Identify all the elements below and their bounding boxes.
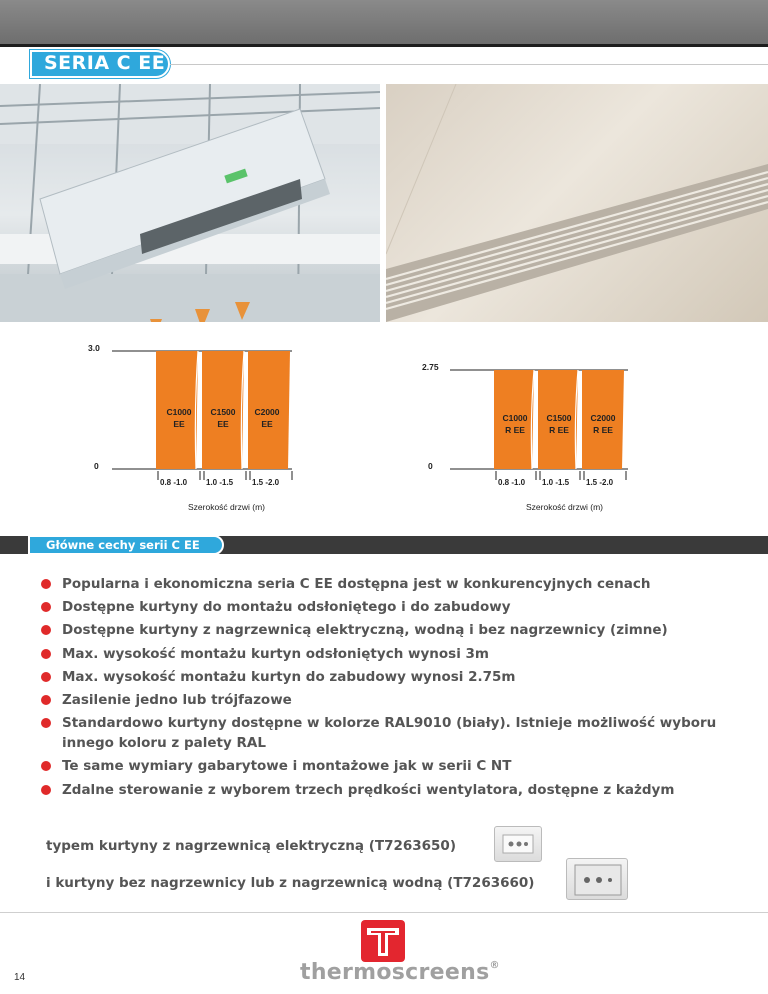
bar-label-model: C1000 [502,413,528,423]
section-title: Główne cechy serii C EE [46,538,200,552]
height-chart-recessed [418,330,638,530]
feature-text: Zdalne sterowanie z wyborem trzech prędkości wentylatora, dostępne z każdym [62,781,675,798]
bullet-dot [41,625,51,635]
thermoscreens-logo-icon [361,920,405,962]
bar-label-variant: EE [173,419,185,429]
bar-label-variant: R EE [549,425,569,435]
bar-label-model: C1500 [546,413,572,423]
feature-text: Standardowo kurtyny dostępne w kolorze RAL9010 (biały). Istnieje możliwość wyboru innego koloru z palety RAL [62,715,717,752]
remote-control-electric-image [494,826,542,862]
door-width-label: 0.8 -1.0 [160,478,188,487]
feature-item [40,690,740,710]
feature-item [40,620,740,640]
door-width-label: 0.8 -1.0 [498,478,526,487]
feature-text: Popularna i ekonomiczna seria C EE dostępna jest w konkurencyjnych cenach [62,576,651,592]
axis-zero-label: 0 [428,461,433,471]
bullet-dot [41,785,51,795]
remote-water-text: i kurtyny bez nagrzewnicy lub z nagrzewnicą wodną (T7263660) [46,875,535,891]
bullet-dot [41,602,51,612]
remote-electric-text: typem kurtyny z nagrzewnicą elektryczną (T7263650) [46,838,456,854]
bar-label-model: C1000 [166,407,192,417]
page-title: SERIA C EE [44,52,166,74]
x-axis-title: Szerokość drzwi (m) [188,502,265,512]
feature-item [40,644,740,664]
top-band-rule [0,44,768,47]
bullet-dot [41,695,51,705]
bullet-dot [41,579,51,589]
feature-text: Dostępne kurtyny z nagrzewnicą elektryczną, wodną i bez nagrzewnicy (zimne) [62,622,668,639]
feature-item [40,597,740,617]
door-width-label: 1.0 -1.5 [206,478,234,487]
feature-item [40,756,740,776]
bullet-dot [41,672,51,682]
title-rule [170,64,768,65]
bar-label-variant: R EE [593,425,613,435]
bar-label-model: C2000 [590,413,616,423]
axis-max-label: 3.0 [88,343,100,353]
feature-text: Zasilenie jedno lub trójfazowe [62,691,292,708]
height-chart-exposed [80,330,320,530]
top-band [0,0,768,44]
bar-label-variant: EE [261,419,273,429]
feature-text: Max. wysokość montażu kurtyn do zabudowy wynosi 2.75m [62,668,516,685]
axis-max-label: 2.75 [422,362,439,372]
brand-name: thermoscreens [300,960,490,985]
bar-label-variant: EE [217,419,229,429]
feature-text: Dostępne kurtyny do montażu odsłoniętego i do zabudowy [62,599,511,616]
bullet-dot [41,649,51,659]
bar-label-model: C2000 [254,407,280,417]
door-width-label: 1.0 -1.5 [542,478,570,487]
door-width-label: 1.5 -2.0 [586,478,614,487]
feature-text: Te same wymiary gabarytowe i montażowe jak w serii C NT [62,758,512,775]
brand-wordmark [300,960,500,985]
bar-label-variant: R EE [505,425,525,435]
footer-rule [0,912,768,913]
axis-zero-label: 0 [94,461,99,471]
feature-item [40,574,740,594]
page-number: 14 [14,972,26,983]
bullet-dot [41,718,51,728]
door-width-label: 1.5 -2.0 [252,478,280,487]
feature-list [40,574,740,803]
bullet-dot [41,761,51,771]
feature-item [40,713,740,753]
remote-control-water-image [566,858,628,900]
x-axis-title: Szerokość drzwi (m) [526,502,603,512]
photo-recessed-curtain [386,84,768,322]
bar-label-model: C1500 [210,407,236,417]
registered-mark: ® [489,960,500,971]
feature-item [40,667,740,687]
feature-text: Max. wysokość montażu kurtyn odsłoniętych wynosi 3m [62,645,489,662]
photo-exposed-curtain [0,84,380,322]
feature-item [40,780,740,800]
